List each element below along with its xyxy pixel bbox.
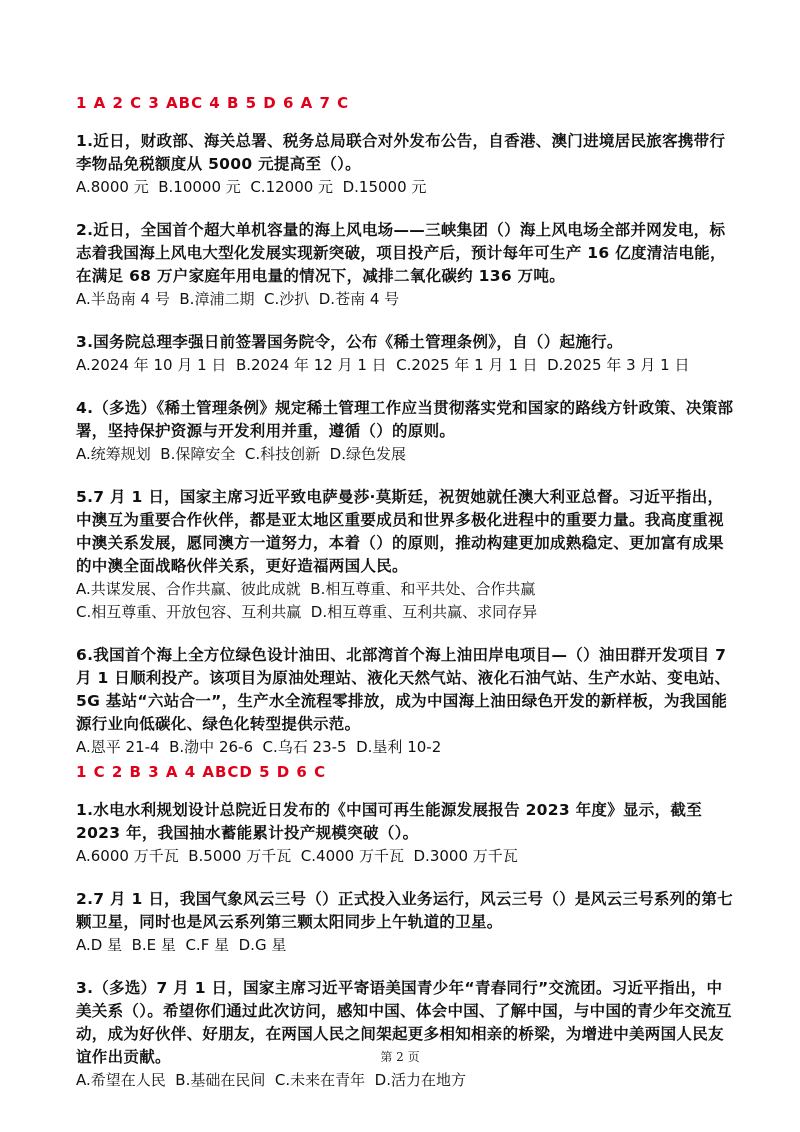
answer-key-section-1: 1 A 2 C 3 ABC 4 B 5 D 6 A 7 C — [76, 94, 350, 112]
question-s1-q1 — [76, 130, 736, 199]
question-s1-q4 — [76, 397, 736, 466]
question-options: A.共谋发展、合作共赢、彼此成就 B.相互尊重、和平共处、合作共赢 C.相互尊重、开放包容、互利共赢 D.相互尊重、互利共赢、求同存异 — [76, 580, 538, 621]
question-options: A.8000 元 B.10000 元 C.12000 元 D.15000 元 — [76, 178, 427, 196]
question-text: 1.近日，财政部、海关总署、税务总局联合对外发布公告，自香港、澳门进境居民旅客携带行李物品免税额度从 5000 元提高至（）。 — [76, 132, 726, 173]
question-s2-q1 — [76, 799, 736, 868]
question-s2-q2 — [76, 888, 736, 957]
question-s1-q6 — [76, 644, 736, 759]
question-s1-q3 — [76, 331, 736, 377]
question-options: A.统筹规划 B.保障安全 C.科技创新 D.绿色发展 — [76, 445, 406, 463]
question-options: A.半岛南 4 号 B.漳浦二期 C.沙扒 D.苍南 4 号 — [76, 290, 400, 308]
question-options: A.恩平 21-4 B.渤中 26-6 C.乌石 23-5 D.垦利 10-2 — [76, 738, 442, 756]
question-options: A.D 星 B.E 星 C.F 星 D.G 星 — [76, 936, 287, 954]
question-options: A.希望在人民 B.基础在民间 C.未来在青年 D.活力在地方 — [76, 1071, 466, 1089]
question-text: 6.我国首个海上全方位绿色设计油田、北部湾首个海上油田岸电项目—（）油田群开发项目 7 月 1 日顺利投产。该项目为原油处理站、液化天然气站、液化石油气站、生产水站、变电站、5G 基站“六站合一”，生产水全流程零排放，成为中国海上油田绿色开发的新样板，为我国能源行业向低碳化、绿色化转型提供示范。 — [76, 646, 731, 733]
question-text: 5.7 月 1 日，国家主席习近平致电萨曼莎·莫斯廷，祝贺她就任澳大利亚总督。习近平指出，中澳互为重要合作伙伴，都是亚太地区重要成员和世界多极化进程中的重要力量。我高度重视中澳关系发展，愿同澳方一道努力，本着（）的原则，推动构建更加成熟稳定、更加富有成果的中澳全面战略伙伴关系，更好造福两国人民。 — [76, 488, 724, 575]
question-text: 3.（多选）7 月 1 日，国家主席习近平寄语美国青少年“青春同行”交流团。习近平指出，中美关系（）。希望你们通过此次访问，感知中国、体会中国、了解中国，与中国的青少年交流互动，成为好伙伴、好朋友，在两国人民之间架起更多相知相亲的桥梁，为增进中美两国人民友谊作出贡献。 — [76, 979, 732, 1066]
document-page — [76, 92, 736, 1112]
question-text: 2.7 月 1 日，我国气象风云三号（）正式投入业务运行，风云三号（）是风云三号系列的第七颗卫星，同时也是风云系列第三颗太阳同步上午轨道的卫星。 — [76, 890, 733, 931]
answer-key-section-2: 1 C 2 B 3 A 4 ABCD 5 D 6 C — [76, 763, 327, 781]
question-options: A.2024 年 10 月 1 日 B.2024 年 12 月 1 日 C.2025 年 1 月 1 日 D.2025 年 3 月 1 日 — [76, 356, 690, 374]
question-text: 2.近日，全国首个超大单机容量的海上风电场——三峡集团（）海上风电场全部并网发电，标志着我国海上风电大型化发展实现新突破，项目投产后，预计每年可生产 16 亿度清洁电能，在满足 68 万户家庭年用电量的情况下，减排二氧化碳约 136 万吨。 — [76, 221, 726, 285]
question-text: 4.（多选）《稀土管理条例》规定稀土管理工作应当贯彻落实党和国家的路线方针政策、决策部署，坚持保护资源与开发利用并重，遵循（）的原则。 — [76, 399, 734, 440]
question-s1-q5 — [76, 486, 736, 624]
page-number: 第 2 页 — [380, 1050, 420, 1064]
question-options: A.6000 万千瓦 B.5000 万千瓦 C.4000 万千瓦 D.3000 万千瓦 — [76, 847, 518, 865]
question-s1-q2 — [76, 219, 736, 311]
question-text: 1.水电水利规划设计总院近日发布的《中国可再生能源发展报告 2023 年度》显示，截至 2023 年，我国抽水蓄能累计投产规模突破（）。 — [76, 801, 703, 842]
question-s2-q3 — [76, 977, 736, 1092]
question-text: 3.国务院总理李强日前签署国务院令，公布《稀土管理条例》，自（）起施行。 — [76, 333, 623, 351]
